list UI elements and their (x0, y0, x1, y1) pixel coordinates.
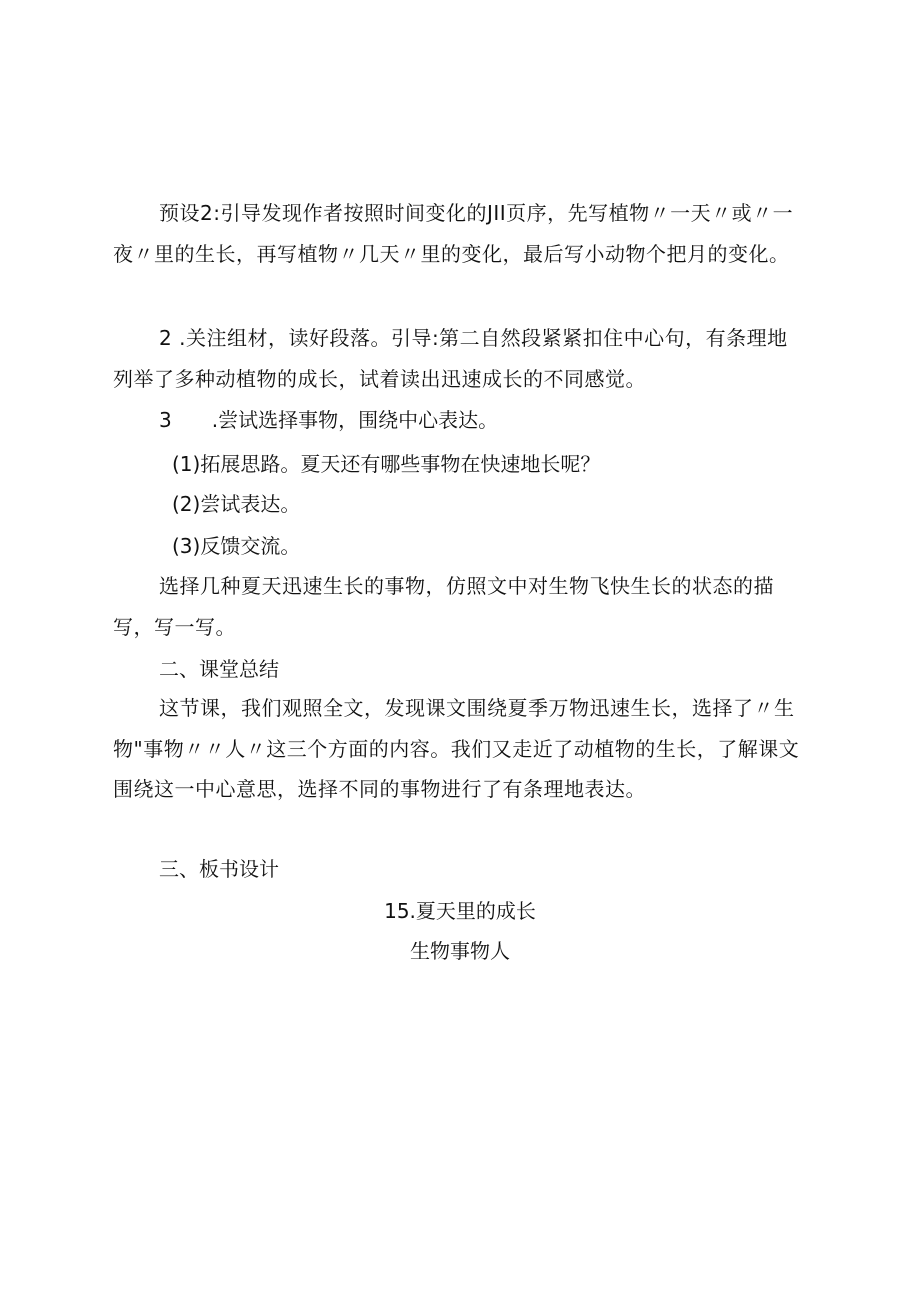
paragraph-writing-task: 选择几种夏天迅速生长的事物，仿照文中对生物飞快生长的状态的描写，写一写。 (113, 574, 774, 639)
paragraph-step-3: 3 .尝试选择事物，围绕中心表达。 (159, 408, 499, 432)
paragraph-summary: 这节课，我们观照全文，发现课文围绕夏季万物迅速生长，选择了〃生物"事物〃〃人〃这三个方面的内容。我们又走近了动植物的生长，了解课文围绕这一中心意思，选择不同的事物进行了有条理地表达。 (113, 696, 800, 801)
sub-item-2: (2)尝试表达。 (172, 492, 301, 516)
board-title: 15.夏天里的成长 (384, 899, 536, 923)
sub-item-1: (1)拓展思路。夏天还有哪些事物在快速地长呢？ (172, 452, 601, 476)
section-heading-board: 三、板书设计 (159, 857, 279, 881)
paragraph-preset-2: 预设2:引导发现作者按照时间变化的JII页序，先写植物〃一天〃或〃一夜〃里的生长，再写植物〃几天〃里的变化，最后写小动物个把月的变化。 (113, 201, 794, 266)
board-line: 生物事物人 (410, 939, 510, 963)
section-heading-summary: 二、课堂总结 (159, 657, 279, 681)
paragraph-step-2: 2 .关注组材，读好段落。引导:第二自然段紧紧扣住中心句，有条理地列举了多种动植物的成长，试着读出迅速成长的不同感觉。 (113, 326, 788, 391)
sub-item-3: (3)反馈交流。 (172, 534, 301, 558)
